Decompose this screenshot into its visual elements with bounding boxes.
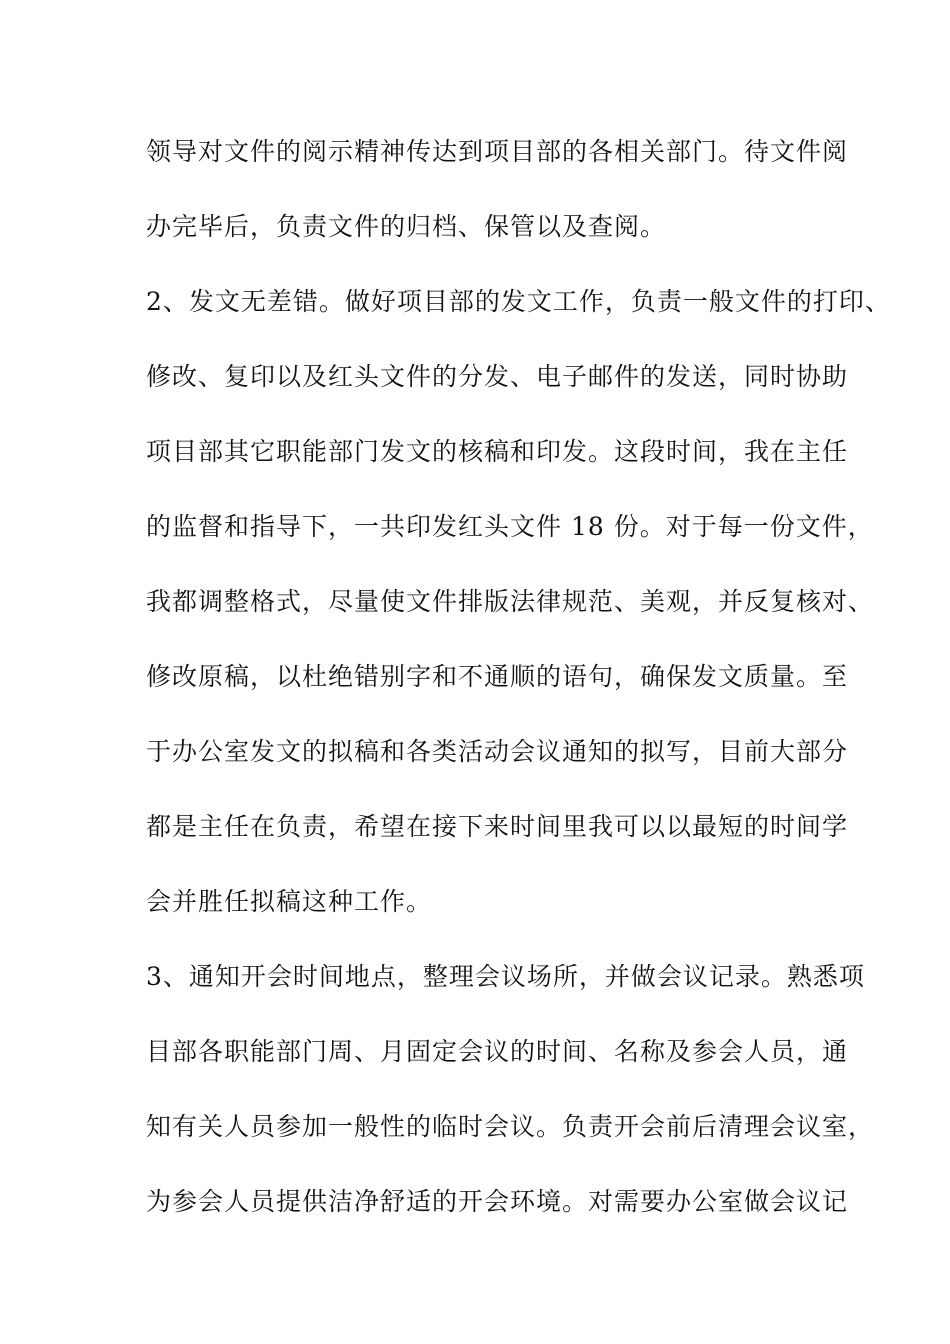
paragraph-line: 为参会人员提供洁净舒适的开会环境。对需要办公室做会议记 <box>146 1187 849 1216</box>
paragraph-line: 知有关人员参加一般性的临时会议。负责开会前后清理会议室， <box>146 1112 875 1141</box>
paragraph-line: 于办公室发文的拟稿和各类活动会议通知的拟写，目前大部分 <box>146 737 849 766</box>
paragraph-line: 都是主任在负责，希望在接下来时间里我可以以最短的时间学 <box>146 812 849 841</box>
paragraph-line: 会并胜任拟稿这种工作。 <box>146 887 433 916</box>
paragraph-line: 项目部其它职能部门发文的核稿和印发。这段时间，我在主任 <box>146 437 849 466</box>
paragraph-line: 的监督和指导下，一共印发红头文件 18 份。对于每一份文件， <box>146 512 874 541</box>
paragraph-line: 3、通知开会时间地点，整理会议场所，并做会议记录。熟悉项 <box>146 962 865 991</box>
paragraph-line: 修改、复印以及红头文件的分发、电子邮件的发送，同时协助 <box>146 362 849 391</box>
paragraph-line: 目部各职能部门周、月固定会议的时间、名称及参会人员，通 <box>146 1037 849 1066</box>
paragraph-line: 我都调整格式，尽量使文件排版法律规范、美观，并反复核对、 <box>146 587 875 616</box>
paragraph-line: 修改原稿，以杜绝错别字和不通顺的语句，确保发文质量。至 <box>146 662 849 691</box>
paragraph-line: 2、发文无差错。做好项目部的发文工作，负责一般文件的打印、 <box>146 287 891 316</box>
paragraph-line: 办完毕后，负责文件的归档、保管以及查阅。 <box>146 212 667 241</box>
paragraph-line: 领导对文件的阅示精神传达到项目部的各相关部门。待文件阅 <box>146 137 849 166</box>
